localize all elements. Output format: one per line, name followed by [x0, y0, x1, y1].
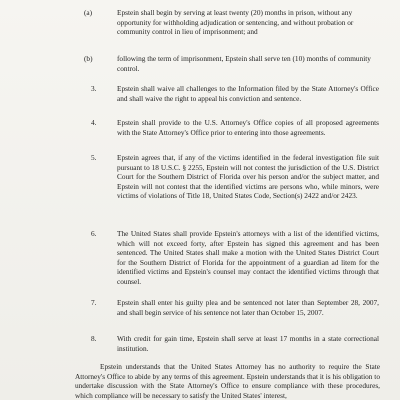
clause-text: Epstein agrees that, if any of the victims identified in the federal investigation file suit pursuant to 18 U.S.C. § 2255, Epstein will not contest the jurisdiction of the U.S. District Court for the Southern District of Florida over his person and/or the subject matter, and Epstein will not contest that the identified victims are persons who, while minors, were victims of violations of Title 18, United States Code, Section(s) 2422 and/or 2423.: [117, 153, 379, 201]
subitem-marker: (a): [84, 8, 93, 17]
subitem-b: [84, 54, 382, 73]
subitem-text: following the term of imprisonment, Epstein shall serve ten (10) months of community control.: [117, 54, 371, 73]
clause-number: 5.: [91, 153, 97, 162]
clause-number: 3.: [91, 84, 97, 93]
clause-text: Epstein shall provide to the U.S. Attorney's Office copies of all proposed agreements with the State Attorney's Office prior to entering into those agreements.: [117, 118, 379, 137]
clause-number: 6.: [91, 229, 97, 238]
subitem-text: Epstein shall begin by serving at least twenty (20) months in prison, without any opportunity for withholding adjudication or sentencing, and without probation or community control in lieu of imprisonment; and: [117, 8, 354, 37]
clause-text: Epstein shall waive all challenges to the Information filed by the State Attorney's Office and shall waive the right to appeal his conviction and sentence.: [117, 84, 379, 103]
clause-text: With credit for gain time, Epstein shall serve at least 17 months in a state correctional institution.: [117, 334, 379, 353]
subitem-marker: (b): [84, 54, 93, 63]
clause-5: [91, 153, 379, 201]
closing-paragraph: Epstein understands that the United States Attorney has no authority to require the State Attorney's Office to abide by any terms of this agreement. Epstein understands that it is his obligation to undertake discussion with the State Attorney's Office to ensure compliance with these procedures, which compliance will be necessary to satisfy the United States' interest,: [75, 362, 380, 400]
clause-text: Epstein shall enter his guilty plea and be sentenced not later than September 28, 2007, and shall begin service of his sentence not later than October 15, 2007.: [117, 298, 379, 317]
clause-6: [91, 229, 379, 287]
clause-8: [91, 334, 379, 353]
clause-number: 4.: [91, 118, 97, 127]
clause-7: [91, 298, 379, 317]
clause-4: [91, 118, 379, 137]
clause-3: [91, 84, 379, 103]
clause-text: The United States shall provide Epstein's attorneys with a list of the identified victims, which will not exceed forty, after Epstein has signed this agreement and has been sentenced. The United States shall make a motion with the United States District Court for the Southern District of Florida for the appointment of a guardian ad litem for the identified victims and Epstein's counsel may contact the identified victims through that counsel.: [117, 229, 379, 286]
clause-number: 7.: [91, 298, 97, 307]
subitem-a: [84, 8, 382, 37]
clause-number: 8.: [91, 334, 97, 343]
